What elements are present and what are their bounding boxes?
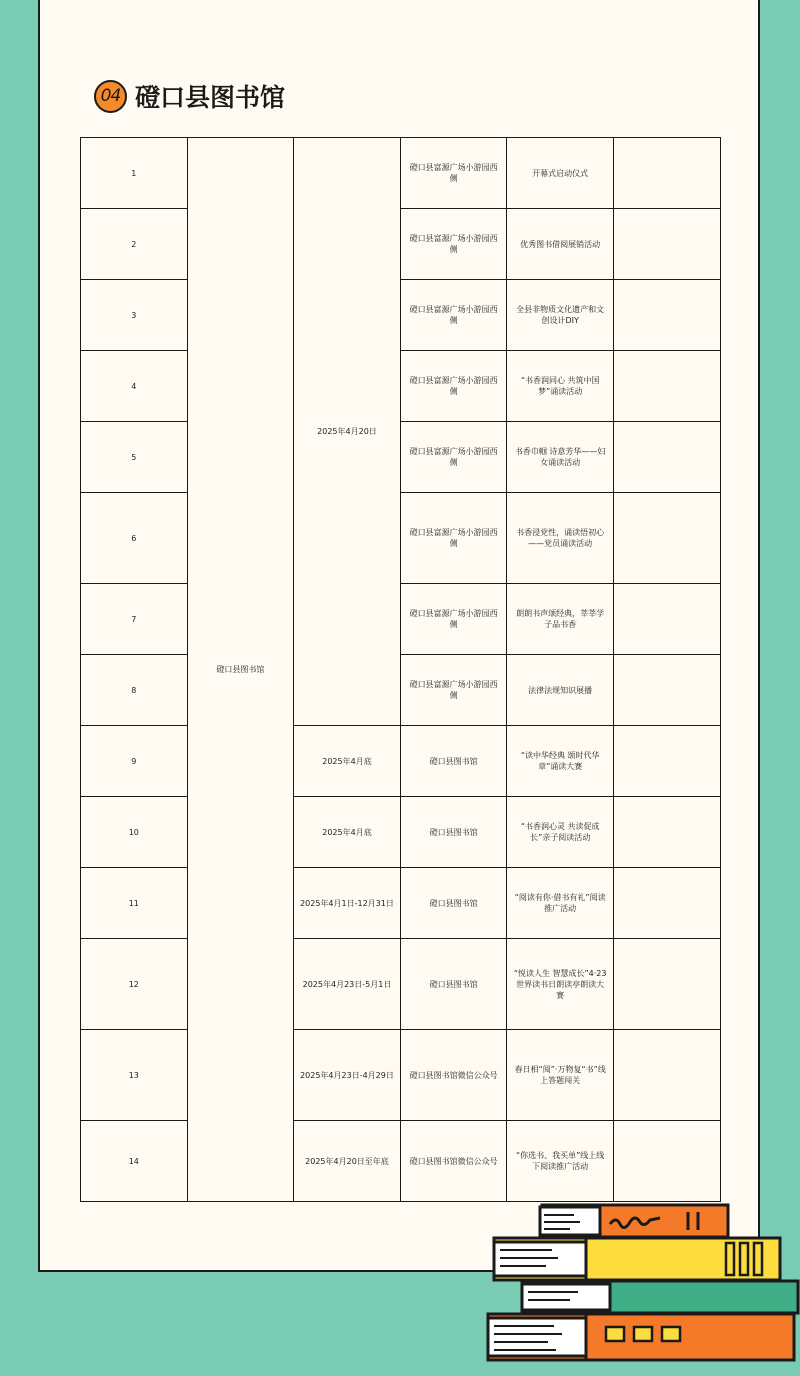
- activity-cell: 开幕式启动仪式: [507, 138, 614, 209]
- place-cell: 磴口县富源广场小游园西侧: [400, 493, 507, 584]
- place-cell: 磴口县富源广场小游园西侧: [400, 655, 507, 726]
- place-cell: 磴口县富源广场小游园西侧: [400, 138, 507, 209]
- table-row: [81, 209, 721, 280]
- book-yellow: [494, 1238, 780, 1280]
- table-row: [81, 797, 721, 868]
- row-number: 6: [81, 493, 188, 584]
- activity-cell: 书香浸党性，诵读悟初心——党员诵读活动: [507, 493, 614, 584]
- activity-cell: “悦读人生 智慧成长”4·23世界读书日朗读亭朗读大赛: [507, 939, 614, 1030]
- row-number: 11: [81, 868, 188, 939]
- table-row: [81, 493, 721, 584]
- note-cell: [613, 280, 720, 351]
- place-cell: 磴口县图书馆: [400, 726, 507, 797]
- book-bottom-orange: [488, 1314, 794, 1360]
- date-cell: 2025年4月底: [294, 726, 401, 797]
- activity-cell: 全县非物质文化遗产和文创设计DIY: [507, 280, 614, 351]
- note-cell: [613, 209, 720, 280]
- row-number: 10: [81, 797, 188, 868]
- place-cell: 磴口县富源广场小游园西侧: [400, 351, 507, 422]
- note-cell: [613, 655, 720, 726]
- note-cell: [613, 422, 720, 493]
- date-cell: 2025年4月20日至年底: [294, 1121, 401, 1202]
- place-cell: 磴口县富源广场小游园西侧: [400, 209, 507, 280]
- note-cell: [613, 351, 720, 422]
- activity-cell: “书香润同心 共筑中国梦”诵读活动: [507, 351, 614, 422]
- section-number-badge: 04: [94, 80, 127, 113]
- section-heading: [94, 78, 285, 114]
- table-row: [81, 584, 721, 655]
- table-row: [81, 1121, 721, 1202]
- activity-cell: 朗朗书声颂经典，莘莘学子品书香: [507, 584, 614, 655]
- note-cell: [613, 797, 720, 868]
- place-cell: 磴口县富源广场小游园西侧: [400, 584, 507, 655]
- place-cell: 磴口县图书馆微信公众号: [400, 1030, 507, 1121]
- table-row: [81, 655, 721, 726]
- note-cell: [613, 584, 720, 655]
- table-row: [81, 351, 721, 422]
- activity-cell: “阅读有你·借书有礼”阅读推广活动: [507, 868, 614, 939]
- activity-cell: 书香巾帼 诗意芳华——妇女诵读活动: [507, 422, 614, 493]
- activity-cell: “书香润心灵 共读促成长”亲子阅读活动: [507, 797, 614, 868]
- row-number: 3: [81, 280, 188, 351]
- activity-cell: 优秀图书借阅展销活动: [507, 209, 614, 280]
- table-row: [81, 726, 721, 797]
- note-cell: [613, 1030, 720, 1121]
- note-cell: [613, 939, 720, 1030]
- table-row: [81, 280, 721, 351]
- book-stack-illustration: [482, 1200, 800, 1376]
- date-cell: 2025年4月23日-4月29日: [294, 1030, 401, 1121]
- book-top-orange: [540, 1205, 728, 1237]
- table-row: [81, 868, 721, 939]
- place-cell: 磴口县图书馆: [400, 939, 507, 1030]
- place-cell: 磴口县图书馆: [400, 868, 507, 939]
- date-cell: 2025年4月23日-5月1日: [294, 939, 401, 1030]
- row-number: 5: [81, 422, 188, 493]
- activity-cell: 春日相“阅”·万物复“书”线上答题闯关: [507, 1030, 614, 1121]
- organizer-cell: 磴口县图书馆: [187, 138, 294, 1202]
- row-number: 8: [81, 655, 188, 726]
- table-row: [81, 939, 721, 1030]
- date-cell: 2025年4月20日: [294, 138, 401, 726]
- place-cell: 磴口县富源广场小游园西侧: [400, 280, 507, 351]
- row-number: 4: [81, 351, 188, 422]
- table-row: [81, 422, 721, 493]
- book-green: [522, 1281, 798, 1313]
- note-cell: [613, 726, 720, 797]
- activity-cell: “你选书、我买单”线上线下阅读推广活动: [507, 1121, 614, 1202]
- row-number: 9: [81, 726, 188, 797]
- note-cell: [613, 1121, 720, 1202]
- section-title: 磴口县图书馆: [135, 83, 286, 112]
- place-cell: 磴口县图书馆微信公众号: [400, 1121, 507, 1202]
- table-row: [81, 1030, 721, 1121]
- note-cell: [613, 868, 720, 939]
- row-number: 7: [81, 584, 188, 655]
- row-number: 12: [81, 939, 188, 1030]
- activity-cell: 法律法规知识展播: [507, 655, 614, 726]
- row-number: 13: [81, 1030, 188, 1121]
- row-number: 2: [81, 209, 188, 280]
- place-cell: 磴口县富源广场小游园西侧: [400, 422, 507, 493]
- place-cell: 磴口县图书馆: [400, 797, 507, 868]
- activity-cell: “读中华经典 颂时代华章”诵读大赛: [507, 726, 614, 797]
- date-cell: 2025年4月1日-12月31日: [294, 868, 401, 939]
- row-number: 14: [81, 1121, 188, 1202]
- note-cell: [613, 493, 720, 584]
- note-cell: [613, 138, 720, 209]
- activity-table: [80, 137, 721, 1202]
- table-row: [81, 138, 721, 209]
- date-cell: 2025年4月底: [294, 797, 401, 868]
- row-number: 1: [81, 138, 188, 209]
